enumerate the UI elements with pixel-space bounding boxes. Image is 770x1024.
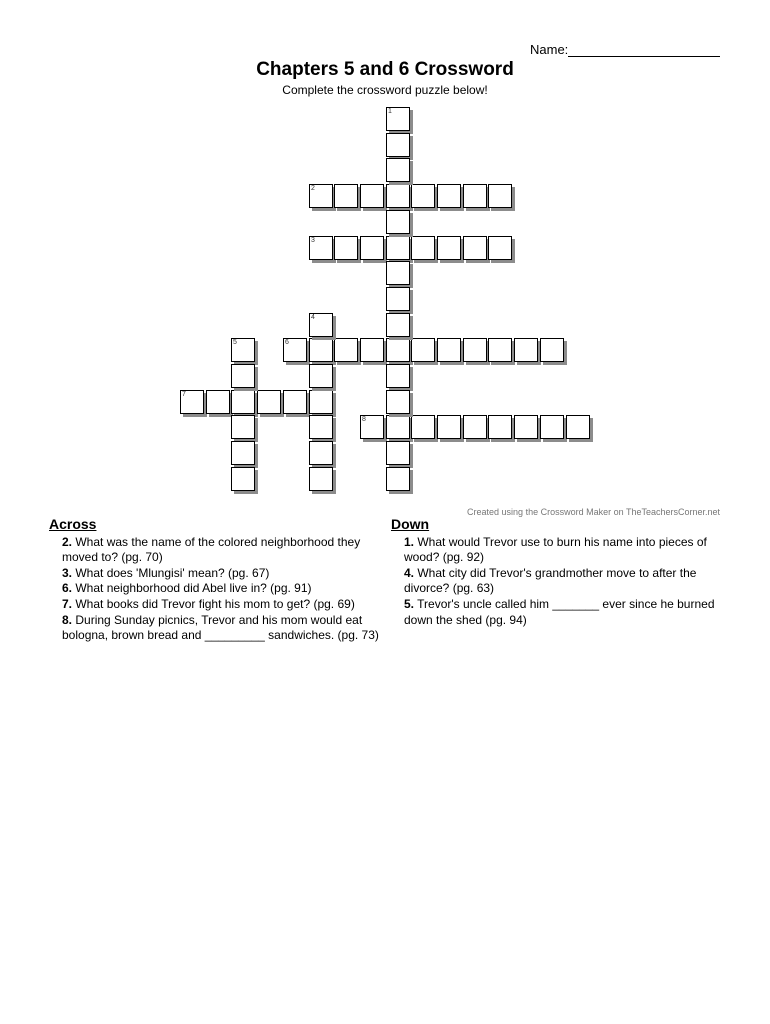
crossword-cell[interactable] — [386, 184, 410, 208]
crossword-cell[interactable] — [231, 364, 255, 388]
crossword-cell[interactable] — [437, 236, 461, 260]
clue-number: 5. — [404, 596, 415, 611]
clue-item — [404, 566, 721, 597]
cell-number: 4 — [311, 314, 315, 321]
crossword-cell[interactable] — [360, 415, 384, 439]
down-heading: Down — [391, 516, 430, 532]
crossword-cell[interactable] — [386, 107, 410, 131]
crossword-cell[interactable] — [309, 441, 333, 465]
crossword-cell[interactable] — [411, 236, 435, 260]
clue-item — [62, 613, 379, 644]
clue-text: What books did Trevor fight his mom to get? (pg. 69) — [75, 596, 355, 611]
clue-text: What was the name of the colored neighborhood they moved to? (pg. 70) — [62, 534, 361, 565]
crossword-cell[interactable] — [309, 390, 333, 414]
down-clues — [391, 517, 721, 628]
across-clues — [49, 517, 379, 644]
across-clue-list — [49, 535, 379, 644]
cell-number: 8 — [362, 416, 366, 423]
crossword-cell[interactable] — [463, 184, 487, 208]
crossword-cell[interactable] — [386, 364, 410, 388]
crossword-cell[interactable] — [360, 236, 384, 260]
crossword-cell[interactable] — [488, 184, 512, 208]
crossword-cell[interactable] — [309, 415, 333, 439]
crossword-cell[interactable] — [309, 184, 333, 208]
cell-number: 5 — [233, 339, 237, 346]
crossword-cell[interactable] — [386, 338, 410, 362]
clue-number: 6. — [62, 581, 73, 596]
clue-item — [62, 581, 379, 597]
crossword-cell[interactable] — [386, 261, 410, 285]
crossword-cell[interactable] — [309, 313, 333, 337]
credit-text: Created using the Crossword Maker on TheTeachersCorner.net — [467, 507, 720, 517]
crossword-cell[interactable] — [386, 467, 410, 491]
clue-text: Trevor's uncle called him _______ ever since he burned down the shed (pg. 94) — [404, 596, 715, 627]
crossword-cell[interactable] — [257, 390, 281, 414]
crossword-cell[interactable] — [360, 338, 384, 362]
across-heading: Across — [49, 516, 97, 532]
crossword-cell[interactable] — [231, 415, 255, 439]
cell-number: 2 — [311, 185, 315, 192]
cell-number: 3 — [311, 237, 315, 244]
crossword-cell[interactable] — [411, 338, 435, 362]
cell-number: 1 — [388, 108, 392, 115]
clue-number: 7. — [62, 596, 73, 611]
crossword-cell[interactable] — [386, 210, 410, 234]
crossword-cell[interactable] — [309, 364, 333, 388]
crossword-cell[interactable] — [334, 184, 358, 208]
crossword-cell[interactable] — [206, 390, 230, 414]
crossword-cell[interactable] — [231, 441, 255, 465]
crossword-cell[interactable] — [386, 441, 410, 465]
name-label: Name: — [530, 42, 569, 57]
crossword-cell[interactable] — [463, 236, 487, 260]
crossword-cell[interactable] — [386, 133, 410, 157]
crossword-cell[interactable] — [386, 390, 410, 414]
crossword-cell[interactable] — [386, 287, 410, 311]
clue-item — [404, 597, 721, 628]
clue-number: 3. — [62, 565, 73, 580]
crossword-cell[interactable] — [231, 467, 255, 491]
crossword-cell[interactable] — [386, 158, 410, 182]
crossword-cell[interactable] — [231, 390, 255, 414]
crossword-cell[interactable] — [360, 184, 384, 208]
clue-item — [404, 535, 721, 566]
crossword-cell[interactable] — [309, 338, 333, 362]
clue-text: What would Trevor use to burn his name into pieces of wood? (pg. 92) — [404, 534, 707, 565]
crossword-cell[interactable] — [334, 338, 358, 362]
crossword-cell[interactable] — [514, 415, 538, 439]
cell-number: 7 — [182, 391, 186, 398]
clue-number: 2. — [62, 534, 73, 549]
clue-number: 8. — [62, 612, 73, 627]
crossword-cell[interactable] — [540, 338, 564, 362]
clue-text: What does 'Mlungisi' mean? (pg. 67) — [75, 565, 270, 580]
page-subtitle: Complete the crossword puzzle below! — [282, 83, 488, 97]
crossword-cell[interactable] — [411, 415, 435, 439]
crossword-cell[interactable] — [514, 338, 538, 362]
clue-number: 4. — [404, 565, 415, 580]
clue-number: 1. — [404, 534, 415, 549]
crossword-cell[interactable] — [283, 390, 307, 414]
crossword-cell[interactable] — [437, 184, 461, 208]
crossword-cell[interactable] — [566, 415, 590, 439]
cell-number: 6 — [285, 339, 289, 346]
crossword-cell[interactable] — [180, 390, 204, 414]
crossword-cell[interactable] — [463, 338, 487, 362]
crossword-cell[interactable] — [488, 236, 512, 260]
crossword-cell[interactable] — [309, 236, 333, 260]
down-clue-list — [391, 535, 721, 629]
crossword-cell[interactable] — [386, 415, 410, 439]
crossword-cell[interactable] — [411, 184, 435, 208]
crossword-cell[interactable] — [488, 415, 512, 439]
clue-text: During Sunday picnics, Trevor and his mom would eat bologna, brown bread and _________ sandwiches. (pg. 73) — [62, 612, 379, 643]
crossword-cell[interactable] — [540, 415, 564, 439]
crossword-cell[interactable] — [386, 313, 410, 337]
crossword-cell[interactable] — [231, 338, 255, 362]
page-title: Chapters 5 and 6 Crossword — [256, 59, 514, 80]
clue-text: What city did Trevor's grandmother move to after the divorce? (pg. 63) — [404, 565, 697, 596]
crossword-cell[interactable] — [463, 415, 487, 439]
crossword-cell[interactable] — [283, 338, 307, 362]
crossword-cell[interactable] — [437, 415, 461, 439]
crossword-cell[interactable] — [334, 236, 358, 260]
clue-item — [62, 566, 379, 582]
clue-text: What neighborhood did Abel live in? (pg. 91) — [75, 581, 312, 596]
crossword-cell[interactable] — [488, 338, 512, 362]
crossword-cell[interactable] — [386, 236, 410, 260]
clue-item — [62, 597, 379, 613]
clue-item — [62, 535, 379, 566]
crossword-cell[interactable] — [437, 338, 461, 362]
crossword-cell[interactable] — [309, 467, 333, 491]
